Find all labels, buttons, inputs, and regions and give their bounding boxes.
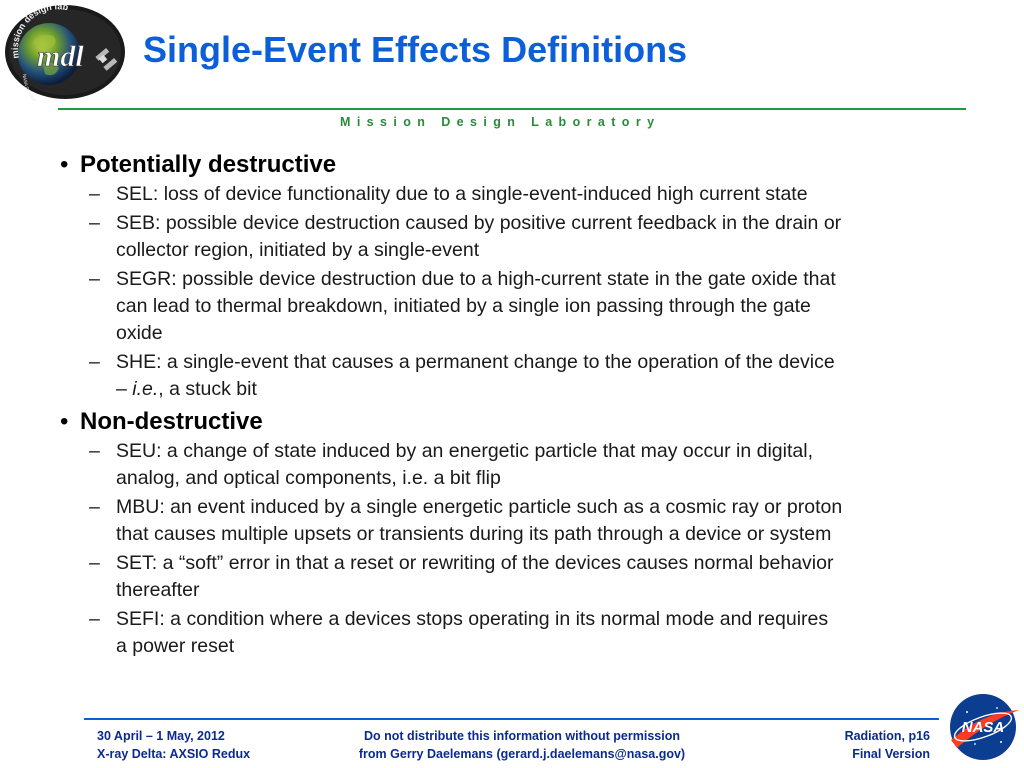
nasa-logo-text: NASA bbox=[961, 719, 1005, 736]
list-item-segr bbox=[60, 266, 970, 347]
nasa-logo bbox=[945, 692, 1022, 762]
footer-date: 30 April – 1 May, 2012 bbox=[97, 729, 225, 743]
dash-icon: – bbox=[89, 552, 100, 574]
section-heading-label: Non-destructive bbox=[80, 408, 263, 435]
bullet-icon: • bbox=[60, 151, 69, 178]
list-item-text: , a stuck bit bbox=[158, 378, 257, 400]
list-item-line: oxide bbox=[116, 322, 163, 344]
list-item-seb bbox=[60, 210, 970, 264]
section-heading-non-destructive bbox=[60, 405, 970, 438]
dash-icon: – bbox=[89, 212, 100, 234]
footer-right bbox=[845, 727, 930, 763]
list-item-line: MBU: an event induced by a single energetic particle such as a cosmic ray or proton bbox=[116, 496, 843, 518]
dash-icon: – bbox=[89, 496, 100, 518]
list-item-she bbox=[60, 349, 970, 403]
footer-left bbox=[97, 727, 250, 763]
list-item-set bbox=[60, 550, 970, 604]
list-item-sel bbox=[60, 181, 970, 208]
list-item-italic-text: i.e. bbox=[132, 378, 159, 400]
dash-icon: – bbox=[89, 440, 100, 462]
page-title: Single-Event Effects Definitions bbox=[143, 29, 688, 70]
footer-divider bbox=[84, 718, 939, 720]
list-item-line: that causes multiple upsets or transients during its path through a device or system bbox=[116, 523, 832, 545]
list-item-line: SEGR: possible device destruction due to a high-current state in the gate oxide that bbox=[116, 268, 836, 290]
list-item-line: SEU: a change of state induced by an energetic particle that may occur in digital, bbox=[116, 440, 813, 462]
footer-contact: from Gerry Daelemans (gerard.j.daelemans@nasa.gov) bbox=[358, 747, 686, 761]
footer-project: X-ray Delta: AXSIO Redux bbox=[97, 747, 251, 761]
section-heading-destructive bbox=[60, 148, 970, 181]
footer-center bbox=[336, 727, 708, 763]
footer-version: Final Version bbox=[852, 747, 930, 761]
dash-icon: – bbox=[89, 351, 100, 373]
dash-icon: – bbox=[89, 608, 100, 630]
list-item-text: – bbox=[116, 378, 133, 400]
list-item-line: analog, and optical components, i.e. a bit flip bbox=[116, 467, 501, 489]
list-item-line: a power reset bbox=[116, 635, 235, 657]
mdl-logo bbox=[3, 2, 127, 101]
bullet-icon: • bbox=[60, 408, 69, 435]
list-item-mbu bbox=[60, 494, 970, 548]
list-item-sefi bbox=[60, 606, 970, 660]
dash-icon: – bbox=[89, 183, 100, 205]
slide-content bbox=[60, 148, 970, 662]
list-item-line-mixed bbox=[116, 376, 970, 403]
list-item-line: SEL: loss of device functionality due to a single-event-induced high current state bbox=[116, 183, 808, 205]
mdl-logo-arc-top: mission design lab bbox=[9, 2, 70, 60]
lab-subtitle: Mission Design Laboratory bbox=[340, 115, 661, 129]
list-item-line: thereafter bbox=[116, 579, 200, 601]
header-divider bbox=[58, 108, 966, 110]
list-item-line: SHE: a single-event that causes a permanent change to the operation of the device bbox=[116, 351, 835, 373]
list-item-line: SEFI: a condition where a devices stops operating in its normal mode and requires bbox=[116, 608, 829, 630]
mdl-logo-arc-bottom: NASA GODDA bbox=[21, 73, 37, 101]
mdl-logo-main: mdl bbox=[37, 40, 84, 73]
list-item-line: can lead to thermal breakdown, initiated by a single ion passing through the gate bbox=[116, 295, 811, 317]
footer-page: Radiation, p16 bbox=[844, 729, 930, 743]
footer-notice: Do not distribute this information without permission bbox=[364, 729, 680, 743]
list-item-seu bbox=[60, 438, 970, 492]
list-item-line: SET: a “soft” error in that a reset or rewriting of the devices causes normal behavior bbox=[116, 552, 834, 574]
dash-icon: – bbox=[89, 268, 100, 290]
list-item-line: collector region, initiated by a single-event bbox=[116, 239, 480, 261]
section-heading-label: Potentially destructive bbox=[80, 151, 337, 178]
list-item-line: SEB: possible device destruction caused by positive current feedback in the drain or bbox=[116, 212, 842, 234]
